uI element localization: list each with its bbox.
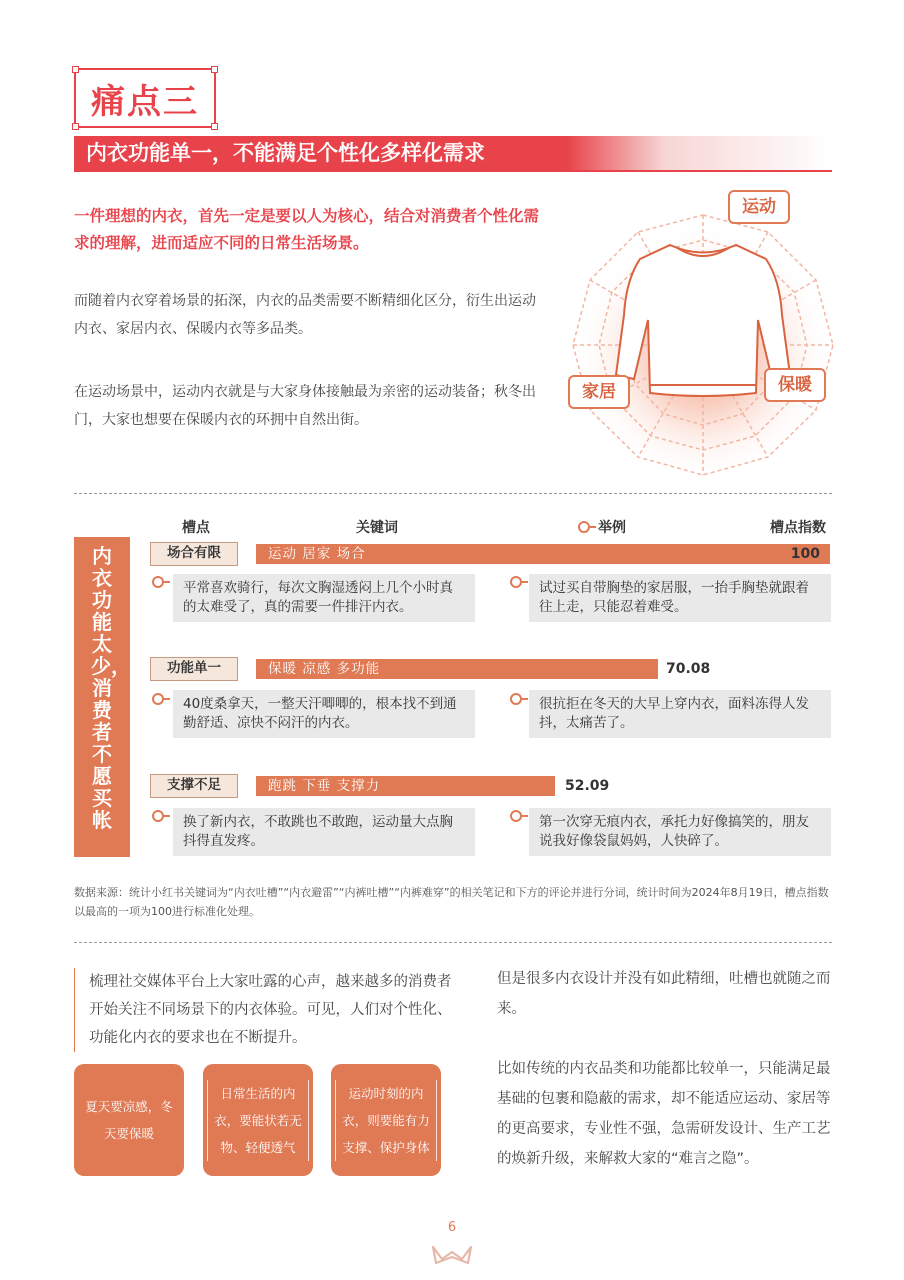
quote-row-2-a: 40度桑拿天，一整天汗唧唧的，根本找不到通勤舒适、凉快不闷汗的内衣。 [173, 690, 475, 738]
bar-row-3 [256, 776, 555, 796]
lead-paragraph: 一件理想的内衣，首先一定是要以人为核心，结合对消费者个性化需求的理解，进而适应不同的日常生活场景。 [74, 207, 540, 252]
section-title-box [74, 68, 216, 128]
bullet-icon [510, 810, 522, 822]
brand-logo [430, 1244, 474, 1266]
value-row-3: 52.09 [565, 778, 610, 794]
side-label-panel [74, 537, 130, 857]
divider-bottom [74, 942, 832, 943]
quote-row-1-a: 平常喜欢骑行，每次文胸湿透闷上几个小时真的太难受了，真的需要一件排汗内衣。 [173, 574, 475, 622]
value-row-1: 100 [790, 546, 820, 562]
tag-sport: 运动 [728, 190, 790, 224]
intro-paragraph-2: 在运动场景中，运动内衣就是与大家身体接触最为亲密的运动装备；秋冬出门，大家也想要在保暖内衣的环拥中自然出街。 [74, 384, 536, 428]
intro-paragraph-1: 而随着内衣穿着场景的拓深，内衣的品类需要不断精细化区分，衍生出运动内衣、家居内衣、保暖内衣等多品类。 [74, 293, 536, 337]
quote-row-1-b: 试过买自带胸垫的家居服，一抬手胸垫就跟着往上走，只能忍着难受。 [529, 574, 831, 622]
bullet-icon [152, 576, 164, 588]
keywords-row-2: 保暖 凉感 多功能 [268, 661, 381, 677]
card-sport-text: 运动时刻的内衣，则要能有力支撑、保护身体 [335, 1080, 437, 1161]
keywords-row-3: 跑跳 下垂 支撑力 [268, 778, 381, 794]
example-bullet-icon [578, 521, 590, 533]
row-label-3: 支撑不足 [150, 774, 238, 798]
bullet-icon [152, 693, 164, 705]
card-sport [331, 1064, 441, 1176]
side-label: 内衣功能太少，消费者不愿买帐 [91, 544, 131, 832]
web-background-icon [558, 185, 848, 485]
summary-quote: 梳理社交媒体平台上大家吐露的心声，越来越多的消费者开始关注不同场景下的内衣体验。可见，人们对个性化、功能化内衣的要求也在不断提升。 [74, 968, 454, 1052]
bar-row-1 [256, 544, 830, 564]
right-paragraph-1: 但是很多内衣设计并没有如此精细，吐槽也就随之而来。 [497, 971, 831, 1017]
value-row-2: 70.08 [666, 661, 711, 677]
subtitle: 内衣功能单一，不能满足个性化多样化需求 [86, 141, 485, 165]
header-complaint: 槽点 [182, 520, 210, 536]
card-season-text: 夏天要凉感，冬天要保暖 [85, 1099, 173, 1141]
card-daily [203, 1064, 313, 1176]
page-number: 6 [447, 1220, 457, 1235]
underwear-illustration [558, 185, 848, 485]
quote-row-2-b: 很抗拒在冬天的大早上穿内衣，面料冻得人发抖，太痛苦了。 [529, 690, 831, 738]
header-index: 槽点指数 [770, 520, 826, 536]
card-daily-text: 日常生活的内衣，要能状若无物、轻便透气 [207, 1080, 309, 1161]
quote-row-3-a: 换了新内衣，不敢跳也不敢跑，运动量大点胸抖得直发疼。 [173, 808, 475, 856]
card-season [74, 1064, 184, 1176]
row-label-1: 场合有限 [150, 542, 238, 566]
header-keywords: 关键词 [356, 520, 398, 536]
header-example: 举例 [578, 517, 626, 537]
keywords-row-1: 运动 居家 场合 [268, 546, 366, 562]
tag-home: 家居 [568, 375, 630, 409]
divider-top [74, 493, 832, 494]
section-title: 痛点三 [91, 81, 199, 122]
subtitle-bar [74, 136, 832, 172]
bullet-icon [510, 693, 522, 705]
right-paragraph-2: 比如传统的内衣品类和功能都比较单一，只能满足最基础的包裹和隐蔽的需求，却不能适应运动、家居等的更高要求，专业性不强，急需研发设计、生产工艺的焕新升级，来解救大家的“难言之隐”。 [497, 1061, 831, 1167]
tag-warm: 保暖 [764, 368, 826, 402]
brand-logo-icon [430, 1244, 474, 1266]
bullet-icon [510, 576, 522, 588]
bullet-icon [152, 810, 164, 822]
data-source-note: 数据来源：统计小红书关键词为“内衣吐槽”“内衣避雷”“内裤吐槽”“内裤难穿”的相关笔记和下方的评论并进行分词，统计时间为2024年8月19日，槽点指数以最高的一项为100进行标准化处理。 [74, 886, 829, 918]
quote-row-3-b: 第一次穿无痕内衣，承托力好像搞笑的，朋友说我好像袋鼠妈妈，人快碎了。 [529, 808, 831, 856]
bar-row-2 [256, 659, 658, 679]
row-label-2: 功能单一 [150, 657, 238, 681]
